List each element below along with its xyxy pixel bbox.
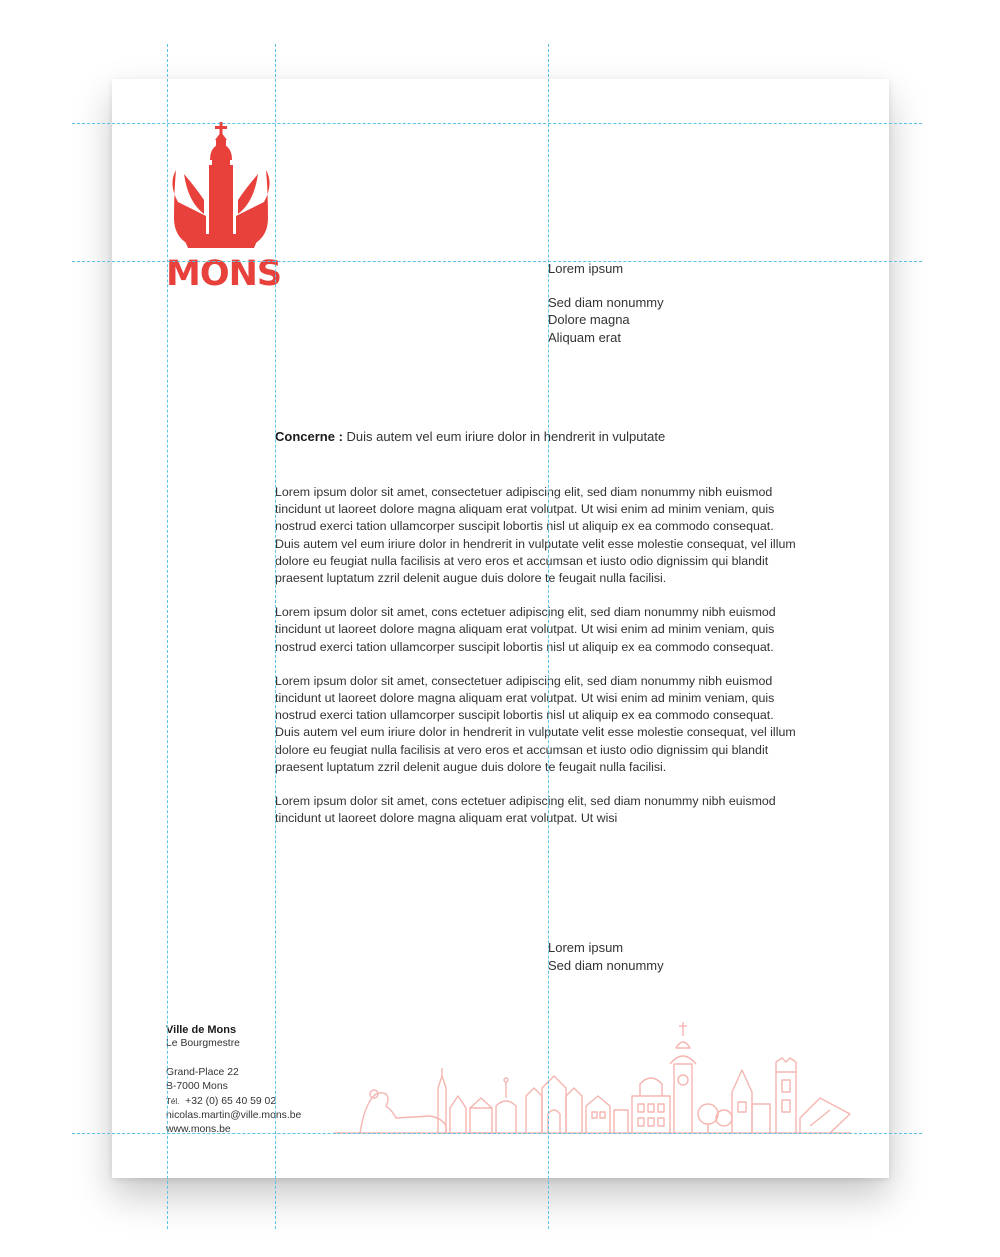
footer-street: Grand-Place 22 (166, 1066, 239, 1078)
footer-email[interactable]: nicolas.martin@ville.mons.be (166, 1110, 302, 1122)
footer-contact (166, 1023, 301, 1138)
signature-block (548, 939, 664, 974)
recipient-address (548, 260, 664, 346)
phone-label: Tél. (166, 1096, 180, 1106)
letter-body (275, 484, 800, 844)
body-paragraph: Lorem ipsum dolor sit amet, cons ectetuer adipiscing elit, sed diam nonummy nibh euismod tincidunt ut laoreet dolore magna aliquam erat volutpat. Ut wisi (275, 794, 776, 826)
body-paragraph: Lorem ipsum dolor sit amet, cons ectetuer adipiscing elit, sed diam nonummy nibh euismod tincidunt ut laoreet dolore magna aliquam erat volutpat. Ut wisi enim ad minim veniam, quis nostrud exerci tation ullamcorper suscipit lobortis nisl ut aliquip ex ea commodo consequat. (275, 605, 776, 654)
recipient-line: Sed diam nonummy (548, 295, 664, 311)
footer-city: B-7000 Mons (166, 1081, 228, 1093)
guide-line-horizontal (72, 1133, 922, 1134)
mons-skyline-illustration (330, 1018, 855, 1136)
mons-logo (166, 122, 282, 294)
guide-line-horizontal (72, 123, 922, 124)
tower-emblem-icon (166, 122, 278, 254)
signature-line: Lorem ipsum (548, 940, 624, 955)
guide-line-vertical (275, 44, 276, 1229)
guide-line-vertical (167, 44, 168, 1229)
subject-line (275, 428, 665, 445)
recipient-line: Dolore magna (548, 312, 630, 328)
footer-title: Le Bourgmestre (166, 1038, 240, 1050)
recipient-name: Lorem ipsum (548, 261, 624, 276)
body-paragraph: Lorem ipsum dolor sit amet, consectetuer adipiscing elit, sed diam nonummy nibh euismod tincidunt ut laoreet dolore magna aliquam erat volutpat. Ut wisi enim ad minim veniam, quis nostrud exerci tation ullamcorper suscipit lobortis nisl ut aliquip ex ea commodo consequat. Duis autem vel eum iriure dolor in hendrerit in vulputate velit esse molestie consequat, vel illum dolore eu feugiat nulla facilisis at vero eros et accumsan et iusto odio dignissim qui blandit praesent luptatum zzril delenit augue duis dolore te feugait nulla facilisi. (275, 673, 796, 774)
recipient-line: Aliquam erat (548, 329, 621, 345)
body-paragraph: Lorem ipsum dolor sit amet, consectetuer adipiscing elit, sed diam nonummy nibh euismod tincidunt ut laoreet dolore magna aliquam erat volutpat. Ut wisi enim ad minim veniam, quis nostrud exerci tation ullamcorper suscipit lobortis nisl ut aliquip ex ea commodo consequat. Duis autem vel eum iriure dolor in hendrerit in vulputate velit esse molestie consequat, vel illum dolore eu feugiat nulla facilisis at vero eros et accumsan et iusto odio dignissim qui blandit praesent luptatum zzril delenit augue duis dolore te feugait nulla facilisi. (275, 485, 796, 586)
subject-label: Concerne : (275, 429, 343, 444)
footer-website[interactable]: www.mons.be (166, 1124, 231, 1136)
subject-text: Duis autem vel eum iriure dolor in hendrerit in vulputate (346, 429, 666, 444)
guide-line-vertical (548, 44, 549, 1229)
footer-phone-row (166, 1095, 301, 1109)
signature-line: Sed diam nonummy (548, 957, 664, 973)
footer-organization: Ville de Mons (166, 1024, 237, 1036)
logo-wordmark: MONS (166, 254, 282, 294)
phone-number: +32 (0) 65 40 59 02 (185, 1095, 277, 1107)
skyline-icon (330, 1018, 855, 1136)
guide-line-horizontal (72, 261, 922, 262)
